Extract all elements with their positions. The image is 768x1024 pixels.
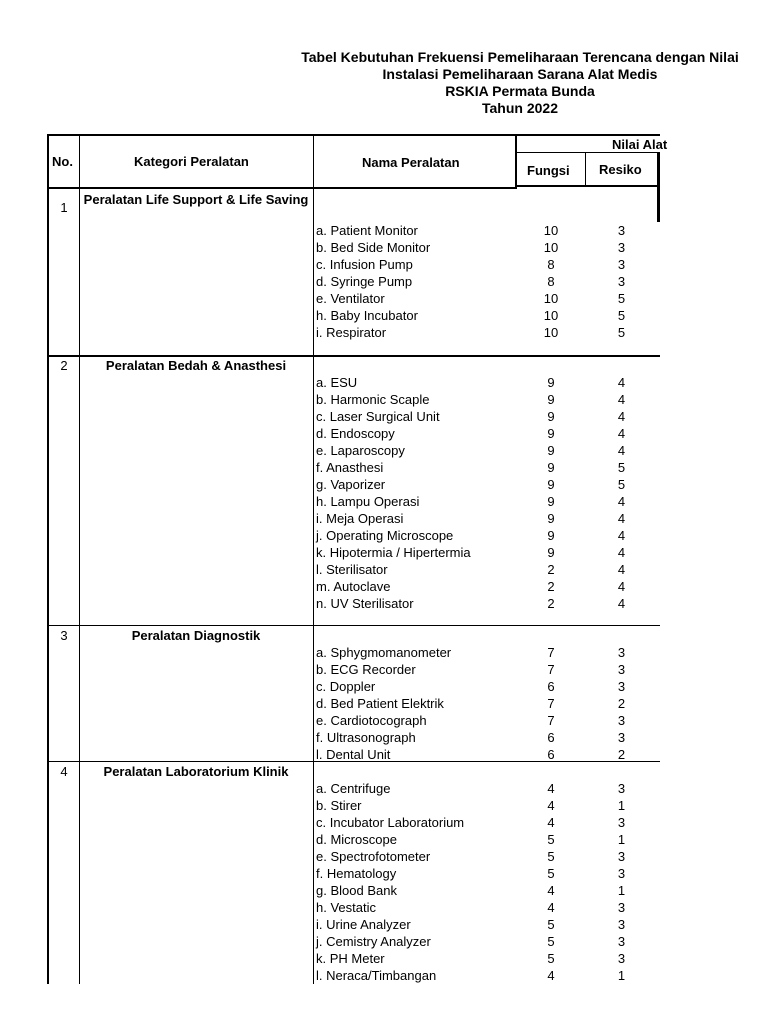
item-name: g. Vaporizer [316, 477, 386, 492]
group-number: 3 [60, 628, 68, 643]
item-fungsi: 8 [547, 274, 555, 289]
item-fungsi: 9 [547, 375, 555, 390]
item-name: m. Autoclave [316, 579, 391, 594]
item-resiko: 4 [617, 528, 626, 543]
item-name: f. Ultrasonograph [316, 730, 416, 745]
item-resiko: 4 [617, 392, 626, 407]
item-fungsi: 5 [547, 832, 555, 847]
item-name: n. UV Sterilisator [316, 596, 414, 611]
item-resiko: 1 [617, 883, 626, 898]
item-name: e. Cardiotocograph [316, 713, 427, 728]
item-fungsi: 10 [543, 240, 559, 255]
item-name: h. Lampu Operasi [316, 494, 420, 509]
item-resiko: 3 [617, 645, 626, 660]
column-divider-resiko-stub [657, 152, 660, 222]
item-fungsi: 4 [547, 900, 555, 915]
item-resiko: 3 [617, 730, 626, 745]
item-fungsi: 9 [547, 528, 555, 543]
item-name: b. Stirer [316, 798, 362, 813]
header-no: No. [52, 154, 73, 169]
group-category: Peralatan Diagnostik [131, 628, 261, 643]
column-divider-kategori [313, 134, 314, 984]
item-fungsi: 5 [547, 849, 555, 864]
item-name: b. ECG Recorder [316, 662, 416, 677]
item-resiko: 3 [617, 713, 626, 728]
item-resiko: 2 [617, 696, 626, 711]
item-fungsi: 2 [547, 562, 555, 577]
item-resiko: 4 [617, 443, 626, 458]
item-fungsi: 7 [547, 713, 555, 728]
item-name: e. Ventilator [316, 291, 385, 306]
item-name: i. Urine Analyzer [316, 917, 411, 932]
header-fungsi: Fungsi [527, 163, 570, 178]
item-fungsi: 4 [547, 883, 555, 898]
title-line-4: Tahun 2022 [482, 100, 558, 116]
item-name: c. Laser Surgical Unit [316, 409, 440, 424]
header-kategori: Kategori Peralatan [134, 154, 249, 169]
item-resiko: 4 [617, 511, 626, 526]
item-fungsi: 8 [547, 257, 555, 272]
item-name: j. Cemistry Analyzer [316, 934, 431, 949]
item-fungsi: 10 [543, 223, 559, 238]
table-border-top [47, 134, 660, 136]
item-name: c. Incubator Laboratorium [316, 815, 465, 830]
group-number: 4 [60, 764, 68, 779]
item-name: l. Sterilisator [316, 562, 388, 577]
item-name: g. Blood Bank [316, 883, 397, 898]
item-resiko: 4 [617, 375, 626, 390]
item-fungsi: 9 [547, 477, 555, 492]
item-fungsi: 9 [547, 545, 555, 560]
item-fungsi: 9 [547, 426, 555, 441]
item-fungsi: 6 [547, 679, 555, 694]
column-divider-no [79, 134, 80, 984]
item-resiko: 3 [617, 662, 626, 677]
item-resiko: 3 [617, 781, 626, 796]
item-resiko: 4 [617, 545, 626, 560]
item-resiko: 5 [617, 325, 626, 340]
item-resiko: 2 [617, 747, 626, 762]
item-name: d. Microscope [316, 832, 397, 847]
item-fungsi: 7 [547, 662, 555, 677]
item-resiko: 3 [617, 900, 626, 915]
item-name: b. Harmonic Scaple [316, 392, 430, 407]
item-fungsi: 9 [547, 494, 555, 509]
item-resiko: 3 [617, 257, 626, 272]
item-fungsi: 4 [547, 798, 555, 813]
item-resiko: 3 [617, 934, 626, 949]
item-fungsi: 6 [547, 747, 555, 762]
header-nilai: Nilai Alat [612, 137, 668, 152]
item-resiko: 3 [617, 917, 626, 932]
item-name: b. Bed Side Monitor [316, 240, 431, 255]
item-resiko: 3 [617, 223, 626, 238]
item-resiko: 3 [617, 240, 626, 255]
item-fungsi: 5 [547, 951, 555, 966]
item-name: l. Neraca/Timbangan [316, 968, 437, 983]
item-name: a. ESU [316, 375, 358, 390]
header-border-bottom [47, 187, 517, 189]
item-fungsi: 7 [547, 645, 555, 660]
column-divider-fungsi [585, 152, 586, 187]
title-line-1: Tabel Kebutuhan Frekuensi Pemeliharaan Terencana dengan Nilai [301, 49, 739, 65]
item-resiko: 5 [617, 308, 626, 323]
group-category: Peralatan Life Support & Life Saving [83, 192, 309, 207]
item-resiko: 4 [617, 409, 626, 424]
item-fungsi: 10 [543, 308, 559, 323]
item-fungsi: 9 [547, 460, 555, 475]
item-resiko: 1 [617, 832, 626, 847]
item-resiko: 3 [617, 815, 626, 830]
item-name: k. Hipotermia / Hipertermia [316, 545, 471, 560]
item-fungsi: 4 [547, 968, 555, 983]
item-name: j. Operating Microscope [316, 528, 454, 543]
item-resiko: 3 [617, 866, 626, 881]
item-name: e. Spectrofotometer [316, 849, 431, 864]
item-name: d. Syringe Pump [316, 274, 413, 289]
item-resiko: 4 [617, 562, 626, 577]
item-resiko: 1 [617, 968, 626, 983]
item-fungsi: 2 [547, 579, 555, 594]
item-resiko: 3 [617, 849, 626, 864]
item-resiko: 5 [617, 460, 626, 475]
item-name: e. Laparoscopy [316, 443, 405, 458]
item-fungsi: 5 [547, 934, 555, 949]
item-resiko: 4 [617, 596, 626, 611]
item-fungsi: 9 [547, 409, 555, 424]
item-name: c. Infusion Pump [316, 257, 413, 272]
item-fungsi: 10 [543, 325, 559, 340]
item-name: h. Vestatic [316, 900, 376, 915]
item-name: a. Sphygmomanometer [316, 645, 452, 660]
item-fungsi: 4 [547, 815, 555, 830]
title-line-2: Instalasi Pemeliharaan Sarana Alat Medis [382, 66, 658, 82]
item-name: a. Patient Monitor [316, 223, 418, 238]
item-name: h. Baby Incubator [316, 308, 418, 323]
header-nama: Nama Peralatan [362, 155, 460, 170]
item-resiko: 4 [617, 494, 626, 509]
group-number: 2 [60, 358, 68, 373]
item-fungsi: 6 [547, 730, 555, 745]
item-fungsi: 4 [547, 781, 555, 796]
header-subcolumn-bottom [515, 185, 660, 187]
item-name: d. Endoscopy [316, 426, 395, 441]
item-fungsi: 7 [547, 696, 555, 711]
item-name: k. PH Meter [316, 951, 385, 966]
header-nilai-divider [515, 152, 660, 153]
item-fungsi: 9 [547, 511, 555, 526]
item-resiko: 3 [617, 951, 626, 966]
item-fungsi: 9 [547, 443, 555, 458]
header-resiko: Resiko [599, 162, 642, 177]
group-category: Peralatan Laboratorium Klinik [103, 764, 289, 779]
group-category: Peralatan Bedah & Anasthesi [105, 358, 287, 373]
item-fungsi: 5 [547, 917, 555, 932]
item-fungsi: 9 [547, 392, 555, 407]
item-resiko: 5 [617, 477, 626, 492]
item-name: d. Bed Patient Elektrik [316, 696, 444, 711]
table-border-left [47, 134, 49, 984]
item-name: i. Meja Operasi [316, 511, 404, 526]
column-divider-nama [515, 134, 517, 189]
item-fungsi: 2 [547, 596, 555, 611]
item-name: c. Doppler [316, 679, 376, 694]
item-name: f. Anasthesi [316, 460, 384, 475]
item-name: l. Dental Unit [316, 747, 391, 762]
item-resiko: 4 [617, 426, 626, 441]
group-number: 1 [60, 200, 68, 215]
item-resiko: 3 [617, 679, 626, 694]
item-name: i. Respirator [316, 325, 387, 340]
item-name: f. Hematology [316, 866, 397, 881]
item-resiko: 5 [617, 291, 626, 306]
item-resiko: 3 [617, 274, 626, 289]
item-name: a. Centrifuge [316, 781, 391, 796]
item-fungsi: 10 [543, 291, 559, 306]
item-resiko: 4 [617, 579, 626, 594]
title-line-3: RSKIA Permata Bunda [445, 83, 595, 99]
item-fungsi: 5 [547, 866, 555, 881]
document-title [0, 49, 768, 117]
group-divider-2 [47, 625, 660, 626]
item-resiko: 1 [617, 798, 626, 813]
